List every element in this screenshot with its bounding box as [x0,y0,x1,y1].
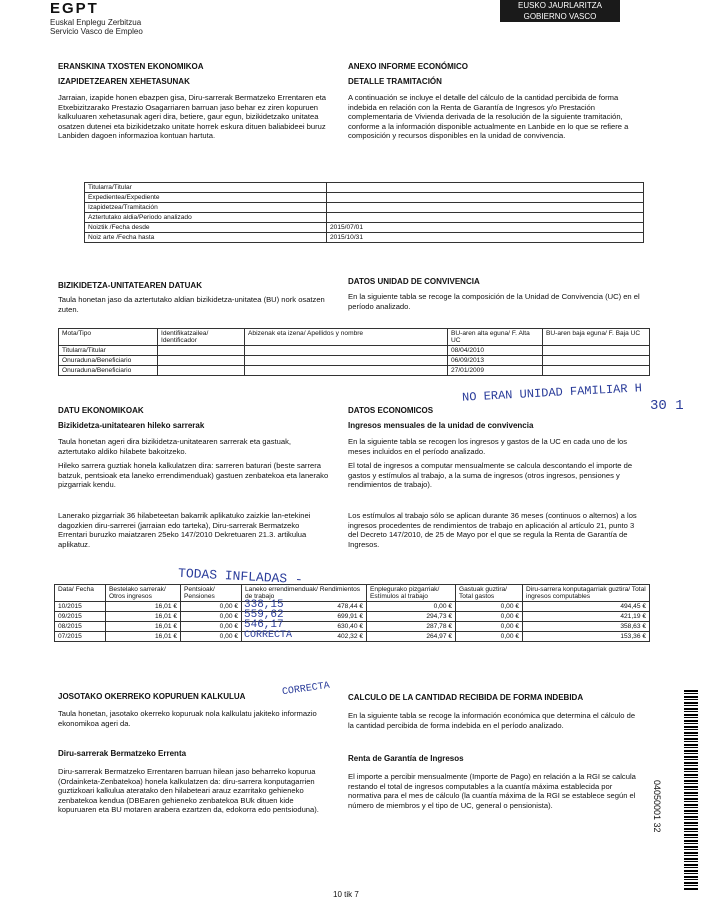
gov-name-eu: EUSKO JAURLARITZA [517,1,602,10]
org-name-eu: Euskal Enplegu Zerbitzua [50,18,142,27]
table-row: Noiztik /Fecha desde 2015/07/01 [85,223,644,233]
lanbide-logo: EGPT [50,0,99,17]
right-heading-3: DATOS UNIDAD DE CONVIVENCIA [348,277,480,286]
left-para-4: Hileko sarrera guztiak honela kalkulatzen dira: sarreren baturari (beste sarrera batzuk, pentsioak eta laneko errendimenduak) gastuen zenbatekoa eta lanerako pizgarriak kendu. [58,461,329,490]
left-heading-3: BIZIKIDETZA-UNITATEAREN DATUAK [58,281,202,290]
table-row: Data/ Fecha Bestelako sarrerak/ Otros ingresos Pentsioak/ Pensiones Laneko errendimenduak/ Rendimientos de trabajo Enplegurako pizgarriak/ Estímulos al trabajo Gastuak guztira/ Total gastos Diru-sarrera konputagarriak guztira/ Total ingresos computables [55,585,650,602]
right-heading-7: Renta de Garantía de Ingresos [348,754,464,763]
left-heading-1: ERANSKINA TXOSTEN EKONOMIKOA [58,62,204,71]
right-para-3: En la siguiente tabla se recogen los ingresos y gastos de la UC en cada uno de los meses incluidos en el período analizado. [348,437,628,456]
document-code: 04050001 32 [652,780,662,833]
left-para-3: Taula honetan ageri dira bizikidetza-unitatearen sarrerak eta gastuak, aztertutako aldiko hilabete bakoitzeko. [58,437,292,456]
table-row: Onuraduna/Beneficiario 06/09/2013 [59,356,650,366]
gobierno-vasco-logo [500,0,620,22]
table-row: Aztertutako aldia/Periodo analizado [85,213,644,223]
barcode-icon [684,690,698,890]
left-heading-7: Diru-sarrerak Bermatzeko Errenta [58,749,187,758]
right-heading-4: DATOS ECONOMICOS [348,406,434,415]
table-row: 09/2015 16,01 € 0,00 € 559,62 699,91 € 294,73 € 0,00 € 421,19 € [55,612,650,622]
table-row: 08/2015 16,01 € 0,00 € 546,17 630,40 € 287,78 € 0,00 € 358,63 € [55,622,650,632]
org-name-es: Servicio Vasco de Empleo [50,27,143,36]
left-heading-4: DATU EKONOMIKOAK [58,406,144,415]
left-para-2: Taula honetan jaso da aztertutako aldian bizikidetza-unitatea (BU) nork osatzen zuten. [58,295,325,314]
table-row: Titularra/Titular [85,183,644,193]
handwritten-correct-note: CORRECTA [281,680,331,699]
handwritten-value: 546,17 [244,619,284,631]
left-para-7: Diru-sarrerak Bermatzeko Errentaren barruan hilean jaso beharreko kopurua (Ordainketa-Zenbatekoa) honela kalkulatzen da: diru-sarrera konputagarrien guztizkoari kalkulua ateratako den hilabeteari arauz ezarritako gehieneko zenbatekoa kendua (DBEaren gehieneko zenbatekoa BUk dituen kide kopuruaren eta BU motaren arabera ezartzen da, edokorra edo pentsioduna). [58,767,319,815]
right-para-4: El total de ingresos a computar mensualmente se calcula descontando el importe de gastos y estímulos al trabajo, a la suma de ingresos (otros ingresos, pensiones y rendimientos de trabajo). [348,461,633,490]
table-row: Mota/Tipo Identifikatzailea/ Identificador Abizenak eta izena/ Apellidos y nombre BU-aren alta eguna/ F. Alta UC BU-aren baja eguna/ F. Baja UC [59,329,650,346]
right-para-1: A continuación se incluye el detalle del cálculo de la cantidad percibida de forma indebida en relación con la Renta de Garantía de Ingresos y/o Prestación complementaria de Vivienda derivada de la resolución de la siguiente tramitación, conforme a la información disponible actualmente en Lanbide en lo que se refiere a composición y recursos disponibles en la unidad de convivencia. [348,93,629,141]
left-heading-6: JOSOTAKO OKERREKO KOPURUEN KALKULUA [58,692,246,701]
right-heading-2: DETALLE TRAMITACIÓN [348,77,442,86]
table-row: Izapidetzea/Tramitación [85,203,644,213]
table-row: Onuraduna/Beneficiario 27/01/2009 [59,366,650,376]
left-heading-2: IZAPIDETZEAREN XEHETASUNAK [58,77,190,86]
table-row: Noiz arte /Fecha hasta 2015/10/31 [85,233,644,243]
page-number: 10 tik 7 [333,890,359,899]
left-heading-5: Bizikidetza-unitatearen hileko sarrerak [58,421,205,430]
left-para-5: Lanerako pizgarriak 36 hilabeteetan bakarrik aplikatuko zaizkie lan-etekinei dagozkien diru-sarrerei (jarraian edo tarteka), Diru-sarrerak Bermatzeko Errentari buruzko maiatzaren 25eko 147/2010 Dekretuaren 21.3. artikulua aplikatuz. [58,511,311,549]
handwritten-value: CORRECTA [244,630,293,641]
tramite-table [84,182,644,243]
gov-name-es: GOBIERNO VASCO [523,12,597,21]
uc-table [58,328,650,376]
table-row: 10/2015 16,01 € 0,00 € 338,15 478,44 € 0,00 € 0,00 € 494,45 € [55,602,650,612]
right-para-2: En la siguiente tabla se recoge la composición de la Unidad de Convivencia (UC) en el período analizado. [348,292,640,311]
handwritten-value: 559,62 [244,609,284,621]
handwritten-note-inflated: TODAS INFLADAS - [177,565,304,588]
table-row: Expedientea/Expediente [85,193,644,203]
right-heading-5: Ingresos mensuales de la unidad de convivencia [348,421,534,430]
table-row: Titularra/Titular 08/04/2010 [59,346,650,356]
right-heading-1: ANEXO INFORME ECONÓMICO [348,62,469,71]
right-para-5: Los estímulos al trabajo sólo se aplican durante 36 meses (continuos o alternos) a los ingresos procedentes de rendimientos de trabajo en aplicación al artículo 21, punto 3 del Decreto 147/2010, de 25 de Mayo por el que se regula la Renta de Garantía de Ingresos. [348,511,637,549]
table-row: 07/2015 16,01 € 0,00 € CORRECTA 402,32 € 264,97 € 0,00 € 153,36 € [55,632,650,642]
handwritten-value: 338,15 [244,599,284,611]
right-heading-6: CALCULO DE LA CANTIDAD RECIBIDA DE FORMA INDEBIDA [348,693,584,702]
handwritten-note-uc: NO ERAN UNIDAD FAMILIAR H [461,381,643,405]
right-para-7: El importe a percibir mensualmente (Importe de Pago) en relación a la RGI se calcula restando el total de ingresos computables a la cuantía máxima establecida por normativa para el mes de cálculo (la cuantía máxima de la RGI se establece según el número de miembros y el tipo de UC, general o pensionista). [348,772,636,810]
left-para-6: Taula honetan, jasotako okerreko kopuruak nola kalkulatu jakiteko informazio ekonomikoa ageri da. [58,709,317,728]
handwritten-note-year: 30 1 [650,398,684,414]
left-para-1: Jarraian, izapide honen ebazpen gisa, Diru-sarrerak Bermatzeko Errentaren eta Etxebizitzarako Prestazio Osagarriaren barruan jaso behar ez ziren kopuruen kalkuluaren xehetasunak ageri dira, betiere, gaur egun, bizikidetzako unitatea osatzen dutenei eta bizikidetzako unitate horrek eskura dituen baliabideei buruz Lanbiden dagoen informazioa kontuan hartuta. [58,93,327,141]
right-para-6: En la siguiente tabla se recoge la información económica que determina el cálculo de la cantidad percibida de forma indebida en el período analizado. [348,711,636,730]
income-table [54,584,650,642]
